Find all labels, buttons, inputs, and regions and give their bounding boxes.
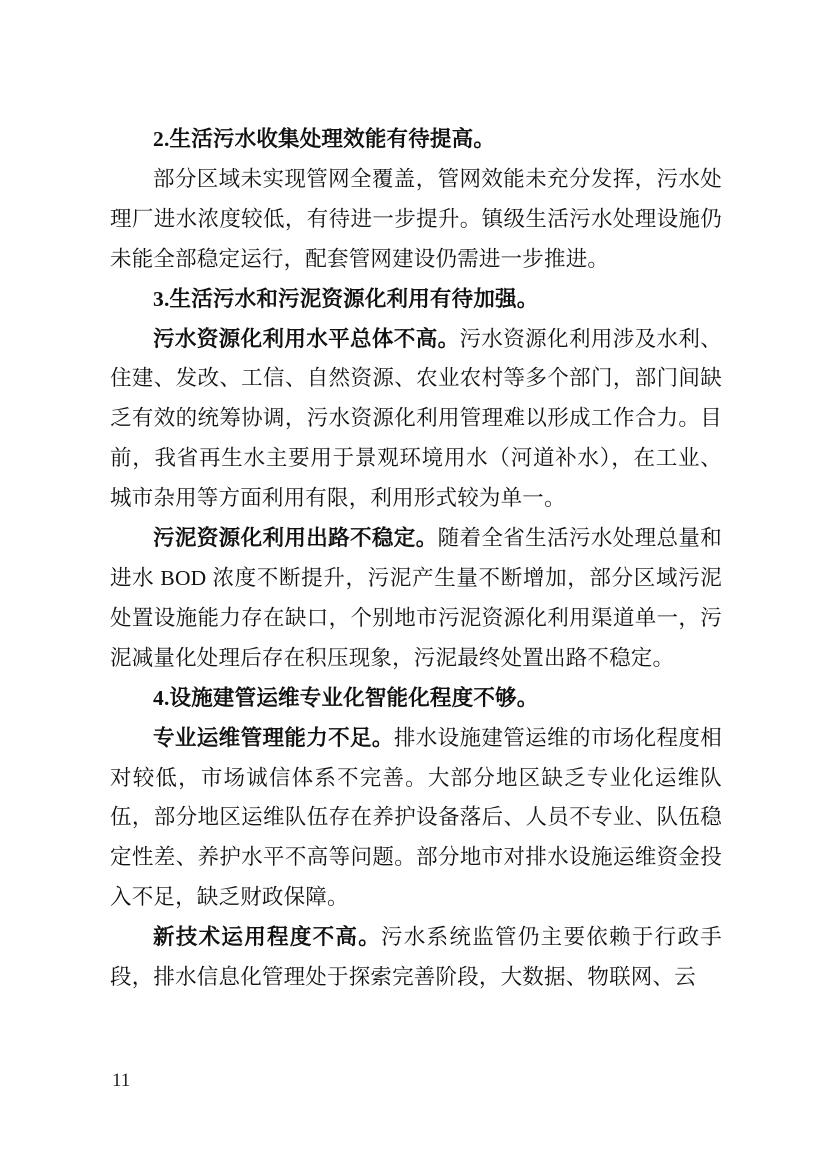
paragraph <box>110 519 722 679</box>
section-heading-3 <box>110 280 722 320</box>
paragraph <box>110 918 722 998</box>
paragraph-lead: 污泥资源化利用出路不稳定。 <box>153 526 438 552</box>
section-heading-number: 3. <box>153 286 170 311</box>
paragraph-text: 排水设施建管运维的市场化程度相对较低，市场诚信体系不完善。大部分地区缺乏专业化运维队伍，部分地区运维队伍存在养护设备落后、人员不专业、队伍稳定性差、养护水平不高等问题。部分地市对排水设施运维资金投入不足，缺乏财政保障。 <box>110 725 722 911</box>
section-heading-4 <box>110 679 722 719</box>
paragraph <box>110 719 722 919</box>
section-heading-text: 设施建管运维专业化智能化程度不够。 <box>169 685 539 711</box>
paragraph-text: 部分区域未实现管网全覆盖，管网效能未充分发挥，污水处理厂进水浓度较低，有待进一步提升。镇级生活污水处理设施仍未能全部稳定运行，配套管网建设仍需进一步推进。 <box>110 166 722 272</box>
section-heading-text: 生活污水收集处理效能有待提高。 <box>169 127 496 152</box>
paragraph <box>110 160 722 280</box>
paragraph-text: 污水系统监管仍主要依赖于行政手段，排水信息化管理处于探索完善阶段，大数据、物联网、云 <box>110 925 722 991</box>
paragraph <box>110 320 722 520</box>
section-heading-2 <box>110 120 722 160</box>
paragraph-text: 浓度不断提升，污泥产生量不断增加，部分区域污泥处置设施能力存在缺口，个别地市污泥资源化利用渠道单一，污泥减量化处理后存在积压现象，污泥最终处置出路不稳定。 <box>110 565 722 671</box>
paragraph-lead: 污水资源化利用水平总体不高。 <box>153 326 460 352</box>
section-heading-number: 2. <box>153 127 170 151</box>
paragraph-latin-term: BOD <box>154 565 213 590</box>
paragraph-text: 污水资源化利用涉及水利、住建、发改、工信、自然资源、农业农村等多个部门，部门间缺乏有效的统筹协调，污水资源化利用管理难以形成工作合力。目前，我省再生水主要用于景观环境用水（河道补水），在工业、城市杂用等方面利用有限，利用形式较为单一。 <box>110 326 722 512</box>
paragraph-lead: 专业运维管理能力不足。 <box>153 725 394 751</box>
paragraph-text: 随着全省生活污水处理总量和进水 <box>110 526 722 591</box>
section-heading-number: 4. <box>153 685 170 710</box>
document-body <box>110 120 722 998</box>
paragraph-lead: 新技术运用程度不高。 <box>153 925 382 951</box>
section-heading-text: 生活污水和污泥资源化利用有待加强。 <box>169 286 539 312</box>
page-number: 11 <box>112 1070 131 1091</box>
